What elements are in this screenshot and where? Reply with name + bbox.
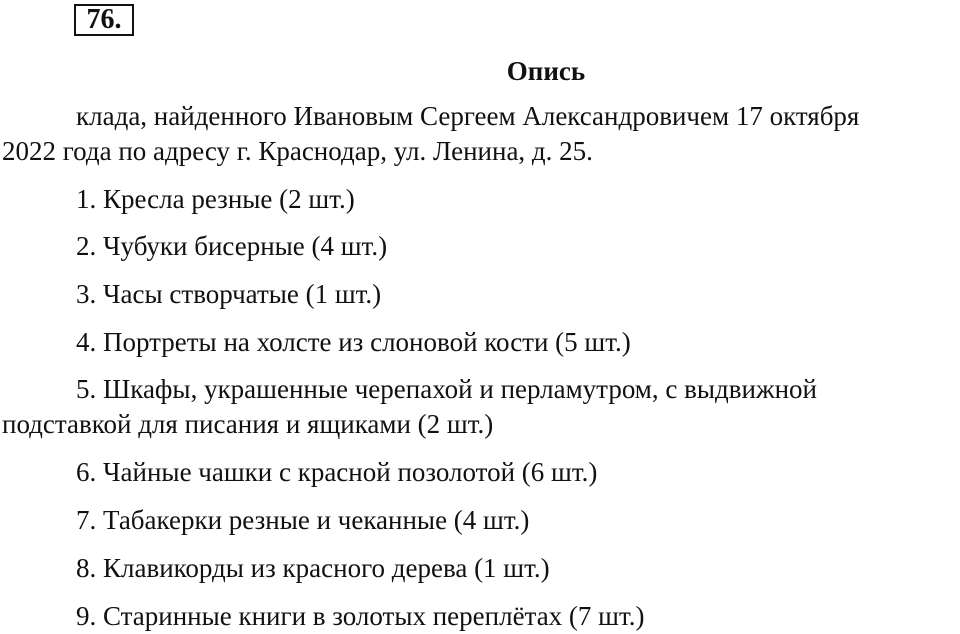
list-item-6: 6. Чайные чашки с красной позолотой (6 шт.): [76, 457, 598, 487]
list-item-7: 7. Табакерки резные и чеканные (4 шт.): [76, 505, 530, 535]
intro-line-2: 2022 года по адресу г. Краснодар, ул. Ленина, д. 25.: [2, 136, 593, 166]
intro-line-1: клада, найденного Ивановым Сергеем Александровичем 17 октября: [76, 101, 860, 131]
list-item-2: 2. Чубуки бисерные (4 шт.): [76, 231, 388, 261]
list-item-4: 4. Портреты на холсте из слоновой кости (5 шт.): [76, 327, 631, 357]
exercise-number: 76.: [74, 4, 134, 36]
list-item-9: 9. Старинные книги в золотых переплётах (7 шт.): [76, 601, 645, 631]
list-item-3: 3. Часы створчатые (1 шт.): [76, 279, 382, 309]
document-title: Опись: [506, 56, 586, 86]
list-item-8: 8. Клавикорды из красного дерева (1 шт.): [76, 553, 550, 583]
list-item-5-line-1: 5. Шкафы, украшенные черепахой и перламутром, с выдвижной: [76, 374, 817, 404]
list-item-1: 1. Кресла резные (2 шт.): [76, 184, 355, 214]
list-item-5-line-2: подставкой для писания и ящиками (2 шт.): [2, 409, 494, 439]
